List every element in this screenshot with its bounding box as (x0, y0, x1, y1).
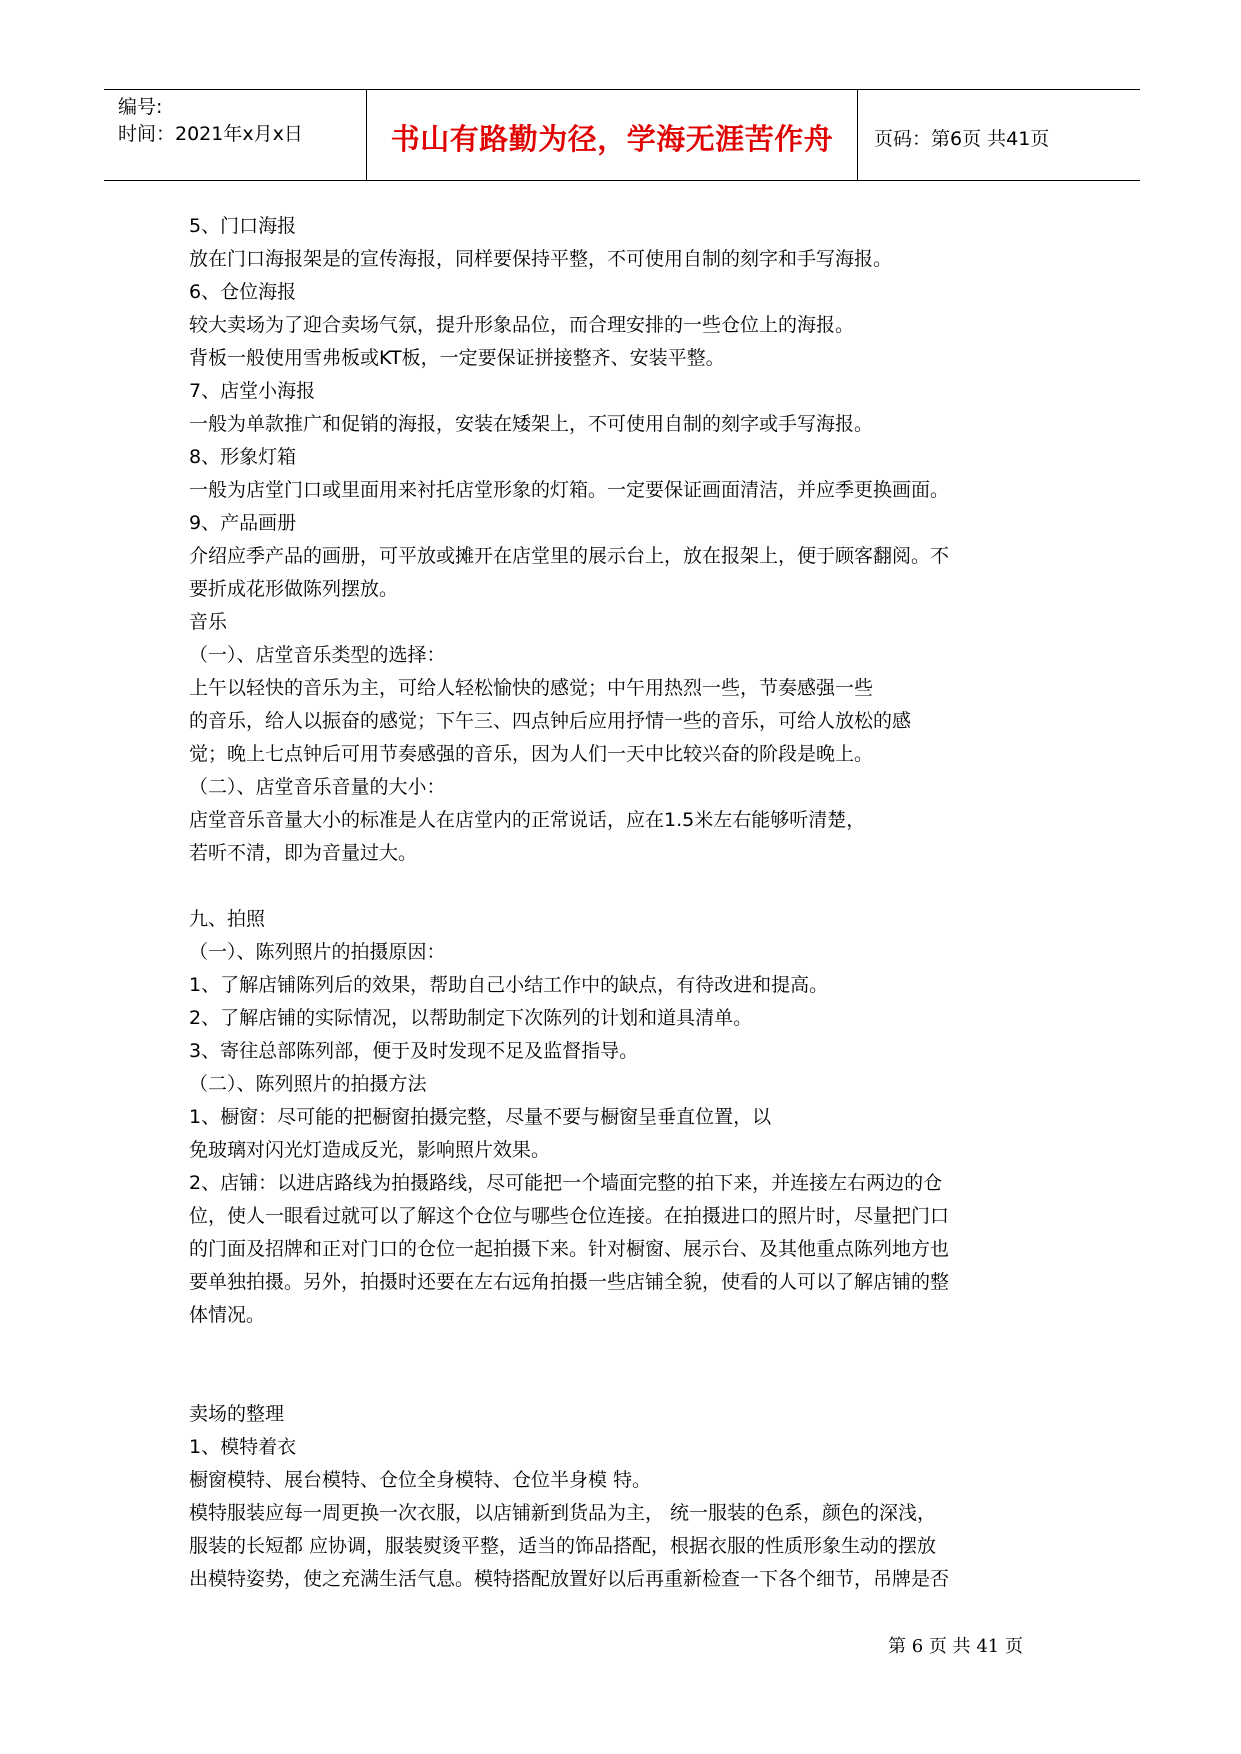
header-page-number: 页码：第6页 共41页 (874, 127, 1050, 150)
paragraph-line: 背板一般使用雪弗板或KT板，一定要保证拼接整齐、安装平整。 (189, 347, 725, 369)
paragraph-line: 出模特姿势，使之充满生活气息。模特搭配放置好以后再重新检查一下各个细节，吊牌是否 (189, 1568, 950, 1590)
paragraph-line: 1、了解店铺陈列后的效果，帮助自己小结工作中的缺点，有待改进和提高。 (189, 974, 829, 996)
paragraph-line: 模特服装应每一周更换一次衣服，以店铺新到货品为主， 统一服装的色系，颜色的深浅， (189, 1502, 937, 1524)
paragraph-line: 店堂音乐音量大小的标准是人在店堂内的正常说话，应在1.5米左右能够听清楚， (189, 809, 866, 831)
document-body (189, 210, 1069, 1596)
paragraph-line: 2、了解店铺的实际情况，以帮助制定下次陈列的计划和道具清单。 (189, 1007, 753, 1029)
header-motto: 书山有路勤为径，学海无涯苦作舟 (390, 121, 834, 156)
subsection-heading: （一）、陈列照片的拍摄原因： (189, 941, 446, 963)
section-heading: 音乐 (189, 611, 228, 633)
section-heading: 7、店堂小海报 (189, 380, 316, 402)
document-number-label: 编号: (118, 96, 163, 118)
paragraph-line: 要折成花形做陈列摆放。 (189, 578, 399, 600)
paragraph-line: 橱窗模特、展台模特、仓位全身模特、仓位半身模 特。 (189, 1469, 652, 1491)
section-heading: 九、拍照 (189, 908, 266, 930)
page-header (104, 89, 1140, 181)
document-time-label: 时间：2021年x月x日 (118, 123, 303, 145)
paragraph-line: 上午以轻快的音乐为主，可给人轻松愉快的感觉；中午用热烈一些，节奏感强一些 (189, 677, 874, 699)
paragraph-line: 介绍应季产品的画册，可平放或摊开在店堂里的展示台上，放在报架上，便于顾客翻阅。不 (189, 545, 950, 567)
subsection-heading: 1、模特着衣 (189, 1436, 297, 1458)
subsection-heading: （一）、店堂音乐类型的选择： (189, 644, 446, 666)
spacer (189, 1332, 1069, 1398)
subsection-heading: （二）、陈列照片的拍摄方法 (189, 1073, 427, 1095)
paragraph-line: 位，使人一眼看过就可以了解这个仓位与哪些仓位连接。在拍摄进口的照片时，尽量把门口 (189, 1205, 950, 1227)
paragraph-line: 的音乐，给人以振奋的感觉；下午三、四点钟后应用抒情一些的音乐，可给人放松的感 (189, 710, 912, 732)
paragraph-line: 3、寄往总部陈列部，便于及时发现不足及监督指导。 (189, 1040, 639, 1062)
paragraph-line: 一般为单款推广和促销的海报，安装在矮架上，不可使用自制的刻字或手写海报。 (189, 413, 874, 435)
section-heading: 9、产品画册 (189, 512, 297, 534)
paragraph-line: 若听不清，即为音量过大。 (189, 842, 418, 864)
section-heading: 卖场的整理 (189, 1403, 285, 1425)
header-page-cell (858, 90, 1140, 180)
paragraph-line: 要单独拍摄。另外，拍摄时还要在左右远角拍摄一些店铺全貌，使看的人可以了解店铺的整 (189, 1271, 950, 1293)
paragraph-line: 免玻璃对闪光灯造成反光，影响照片效果。 (189, 1139, 551, 1161)
subsection-heading: （二）、店堂音乐音量的大小： (189, 776, 446, 798)
paragraph-line: 2、店铺：以进店路线为拍摄路线，尽可能把一个墙面完整的拍下来，并连接左右两边的仓 (189, 1172, 943, 1194)
section-heading: 8、形象灯箱 (189, 446, 297, 468)
section-heading: 6、仓位海报 (189, 281, 297, 303)
paragraph-line: 觉；晚上七点钟后可用节奏感强的音乐，因为人们一天中比较兴奋的阶段是晚上。 (189, 743, 874, 765)
paragraph-line: 体情况。 (189, 1304, 266, 1326)
header-meta (104, 90, 367, 180)
section-heading: 5、门口海报 (189, 215, 297, 237)
page-footer: 第 6 页 共 41 页 (888, 1636, 1023, 1657)
paragraph-line: 一般为店堂门口或里面用来衬托店堂形象的灯箱。一定要保证画面清洁，并应季更换画面。 (189, 479, 950, 501)
paragraph-line: 服装的长短都 应协调，服装熨烫平整，适当的饰品搭配，根据衣服的性质形象生动的摆放 (189, 1535, 937, 1557)
paragraph-line: 的门面及招牌和正对门口的仓位一起拍摄下来。针对橱窗、展示台、及其他重点陈列地方也 (189, 1238, 950, 1260)
header-motto-cell (367, 90, 858, 180)
spacer (189, 870, 1069, 903)
paragraph-line: 放在门口海报架是的宣传海报，同样要保持平整，不可使用自制的刻字和手写海报。 (189, 248, 893, 270)
paragraph-line: 1、橱窗：尽可能的把橱窗拍摄完整，尽量不要与橱窗呈垂直位置，以 (189, 1106, 772, 1128)
paragraph-line: 较大卖场为了迎合卖场气氛，提升形象品位，而合理安排的一些仓位上的海报。 (189, 314, 855, 336)
